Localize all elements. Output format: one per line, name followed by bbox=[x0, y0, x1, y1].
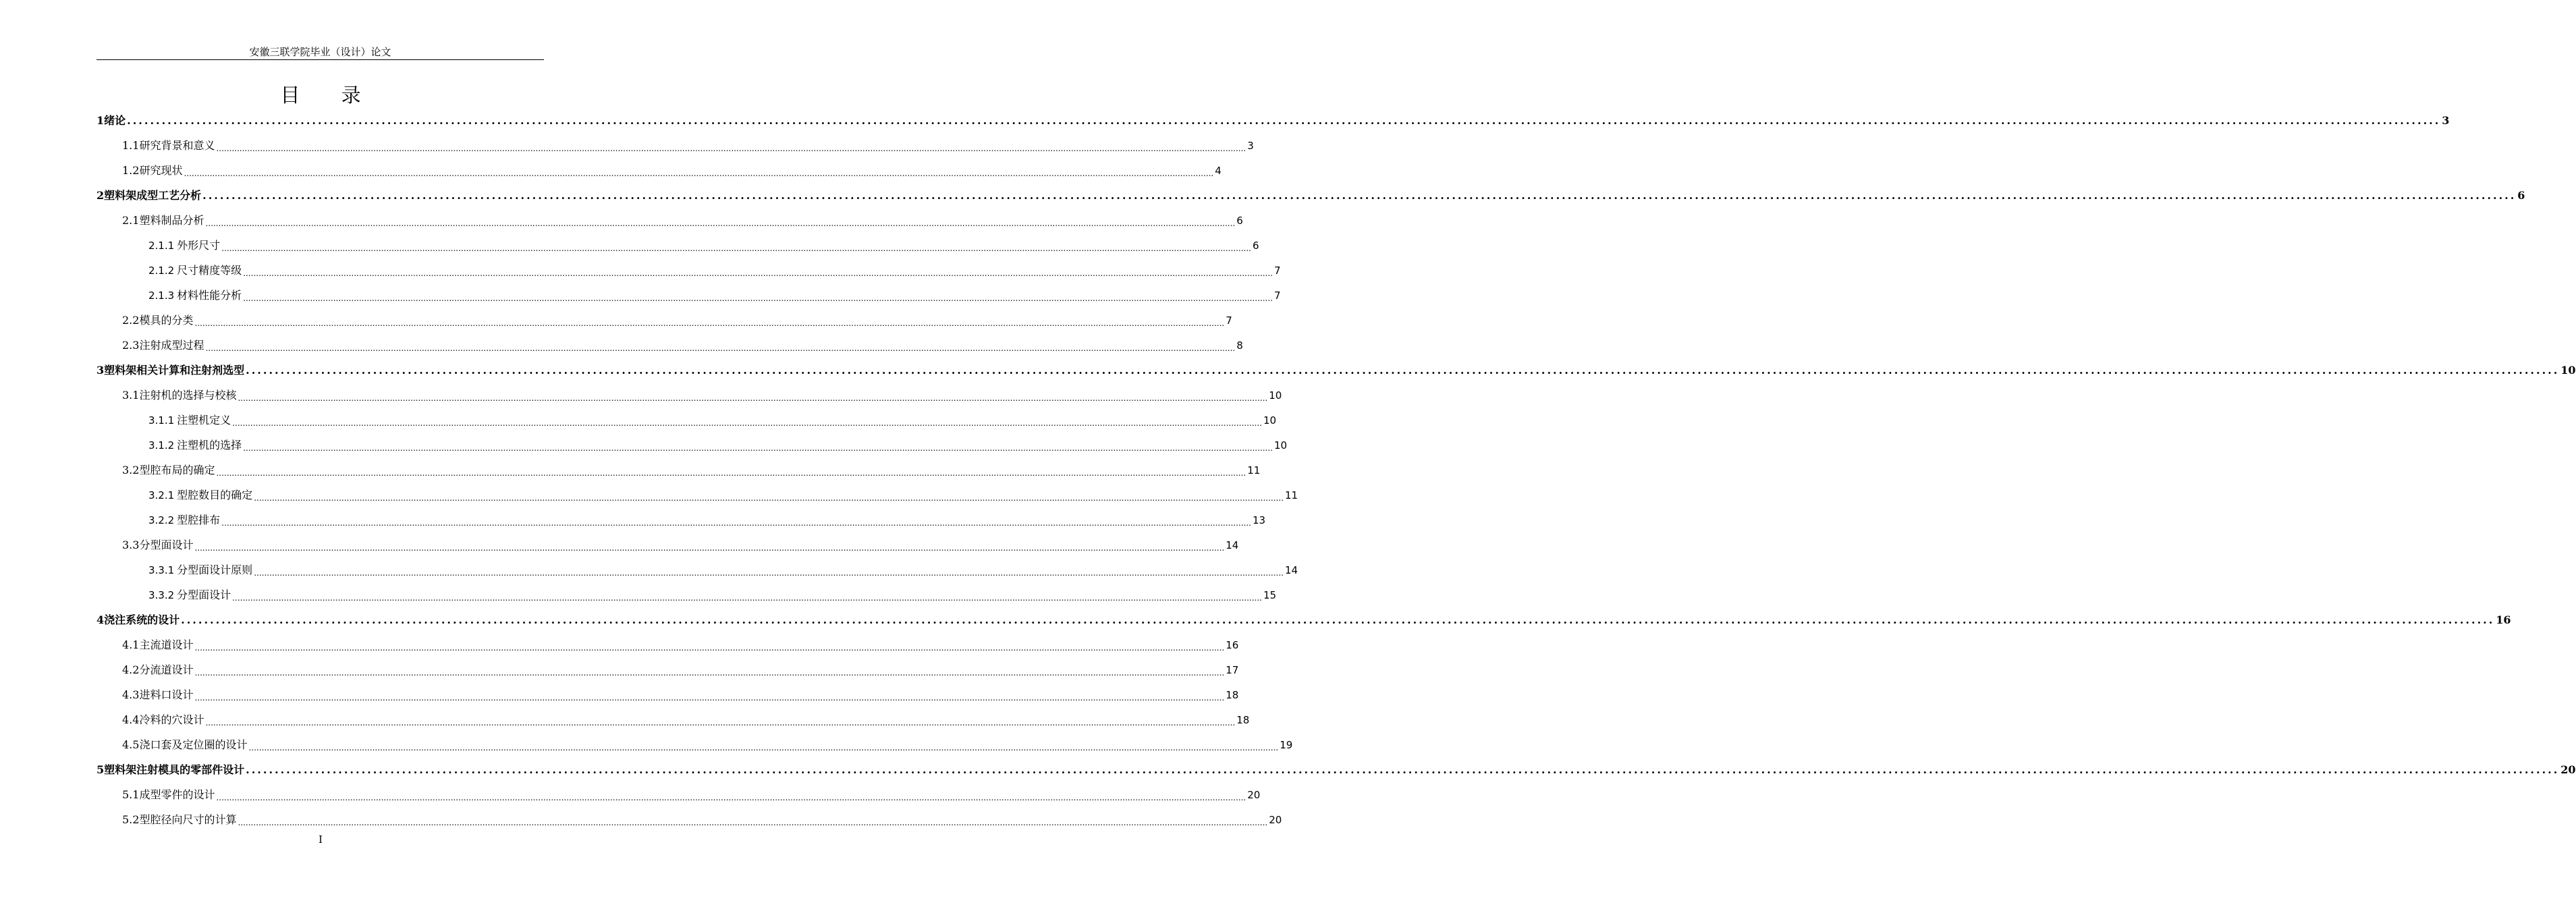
toc-entry-page: 20 bbox=[1269, 813, 1282, 826]
toc-entry-title: 塑料制品分析 bbox=[139, 213, 204, 227]
toc-entry-title: 冷料的穴设计 bbox=[139, 713, 204, 726]
toc-entry[interactable] bbox=[148, 507, 1266, 532]
toc-dot-leader: ................................................................................................................................................................................................................................................................................................................................................................................................................ bbox=[232, 593, 1262, 603]
toc-entry[interactable] bbox=[122, 782, 1261, 807]
toc-entry-page: 18 bbox=[1226, 688, 1239, 701]
toc-entry-number: 3.1.1 bbox=[148, 414, 175, 427]
toc-entry-number: 1 bbox=[97, 113, 105, 127]
toc-entry-title: 材料性能分析 bbox=[177, 288, 242, 302]
toc-entry-page: 16 bbox=[1226, 638, 1239, 651]
toc-dot-leader: ................................................................................................................................................................................................................................................................................................................................................................................................................ bbox=[254, 493, 1284, 503]
toc-entry-title: 注塑机的选择 bbox=[177, 438, 242, 451]
toc-entry-number: 2.1.3 bbox=[148, 289, 175, 302]
toc-entry-title: 研究背景和意义 bbox=[139, 138, 215, 152]
toc-entry[interactable] bbox=[122, 632, 1239, 657]
toc-entry-title: 塑料架相关计算和注射剂选型 bbox=[104, 363, 245, 377]
toc-dot-leader: ................................................................................................................................................................................................................................................................................................................................................................................................................ bbox=[254, 568, 1284, 578]
toc-dot-leader: ................................................................................................................................................................................................................................................................................................................................................................................................................ bbox=[248, 742, 1279, 752]
toc-entry[interactable] bbox=[148, 582, 1277, 607]
toc-entry-title: 浇注系统的设计 bbox=[104, 613, 180, 626]
toc-dot-leader: ................................................................................................................................................................................................................................................................................................................................................................................................................ bbox=[216, 143, 1246, 153]
toc-entry-number: 3.1 bbox=[122, 388, 140, 402]
toc-entry-page: 14 bbox=[1284, 564, 1298, 576]
toc-entry[interactable] bbox=[97, 607, 2511, 632]
toc-entry-number: 4.2 bbox=[122, 663, 140, 676]
toc-entry[interactable] bbox=[122, 707, 1250, 732]
toc-entry-title: 主流道设计 bbox=[139, 638, 194, 651]
toc-entry-title: 分流道设计 bbox=[139, 663, 194, 676]
toc-entry[interactable] bbox=[148, 557, 1298, 582]
toc-entry-title: 进料口设计 bbox=[139, 688, 194, 701]
toc-entry-page: 13 bbox=[1252, 514, 1266, 526]
toc-entry-page: 7 bbox=[1273, 264, 1281, 277]
toc-entry-title: 尺寸精度等级 bbox=[177, 263, 242, 277]
toc-entry-number: 5 bbox=[97, 763, 105, 776]
toc-dot-leader: ................................................................................................................................................................................................................................................................................................................................................................................................................ bbox=[127, 113, 2441, 127]
toc-entry-title: 外形尺寸 bbox=[177, 238, 221, 252]
toc-dot-leader: ................................................................................................................................................................................................................................................................................................................................................................................................................ bbox=[205, 343, 1236, 353]
toc-entry-page: 10 bbox=[1263, 414, 1277, 427]
toc-entry[interactable] bbox=[148, 408, 1277, 433]
toc-dot-leader: ................................................................................................................................................................................................................................................................................................................................................................................................................ bbox=[246, 763, 2560, 776]
toc-entry-page: 7 bbox=[1273, 289, 1281, 302]
toc-entry[interactable] bbox=[122, 133, 1254, 158]
toc-entry-number: 5.2 bbox=[122, 813, 140, 826]
toc-entry-number: 3.1.2 bbox=[148, 439, 175, 451]
toc-entry-title: 浇口套及定位圈的设计 bbox=[139, 738, 248, 751]
toc-dot-leader: ................................................................................................................................................................................................................................................................................................................................................................................................................ bbox=[205, 717, 1236, 727]
toc-entry-number: 2.1.2 bbox=[148, 264, 175, 277]
toc-entry-page: 16 bbox=[2496, 613, 2511, 626]
toc-entry-page: 3 bbox=[1247, 139, 1254, 152]
toc-entry-title: 注射成型过程 bbox=[139, 338, 204, 352]
toc-entry-title: 型腔布局的确定 bbox=[139, 463, 215, 476]
toc-title: 目 录 bbox=[280, 84, 379, 107]
toc-entry-number: 4 bbox=[97, 613, 105, 626]
toc-entry[interactable] bbox=[122, 657, 1239, 682]
toc-entry-page: 10 bbox=[1273, 439, 1288, 451]
toc-dot-leader: ................................................................................................................................................................................................................................................................................................................................................................................................................ bbox=[194, 642, 1225, 653]
toc-entry-number: 3.3.2 bbox=[148, 588, 175, 601]
toc-entry-title: 模具的分类 bbox=[139, 313, 194, 327]
toc-entry-page: 11 bbox=[1247, 464, 1261, 476]
toc-entry[interactable] bbox=[122, 208, 1243, 233]
toc-entry-number: 2.1 bbox=[122, 213, 140, 227]
toc-entry[interactable] bbox=[97, 183, 2525, 208]
toc-entry-number: 2.2 bbox=[122, 313, 140, 327]
toc-entry-title: 绪论 bbox=[104, 113, 126, 127]
toc-entry-page: 6 bbox=[1252, 239, 1259, 252]
toc-entry-title: 分型面设计 bbox=[139, 538, 194, 551]
toc-dot-leader: ................................................................................................................................................................................................................................................................................................................................................................................................................ bbox=[216, 792, 1246, 802]
toc-dot-leader: ................................................................................................................................................................................................................................................................................................................................................................................................................ bbox=[243, 268, 1273, 278]
toc-entry-page: 19 bbox=[1280, 738, 1293, 751]
toc-dot-leader: ................................................................................................................................................................................................................................................................................................................................................................................................................ bbox=[221, 243, 1251, 253]
toc-entry-number: 3 bbox=[97, 363, 105, 377]
toc-entry-number: 3.3 bbox=[122, 538, 140, 551]
toc-dot-leader: ................................................................................................................................................................................................................................................................................................................................................................................................................ bbox=[181, 613, 2495, 626]
toc-entry-number: 3.2 bbox=[122, 463, 140, 476]
toc-entry-number: 5.1 bbox=[122, 788, 140, 801]
toc-entry-number: 2 bbox=[97, 188, 105, 202]
toc-entry-number: 4.5 bbox=[122, 738, 140, 751]
toc-entry-number: 3.2.2 bbox=[148, 514, 175, 526]
toc-entry[interactable] bbox=[122, 458, 1261, 483]
toc-entry-page: 14 bbox=[1226, 539, 1239, 551]
toc-dot-leader: ................................................................................................................................................................................................................................................................................................................................................................................................................ bbox=[205, 218, 1236, 228]
toc-dot-leader: ................................................................................................................................................................................................................................................................................................................................................................................................................ bbox=[243, 293, 1273, 303]
toc-entry-title: 分型面设计 bbox=[177, 588, 231, 601]
toc-entry-page: 7 bbox=[1226, 314, 1232, 327]
toc-dot-leader: ................................................................................................................................................................................................................................................................................................................................................................................................................ bbox=[238, 817, 1268, 827]
toc-entry-number: 2.1.1 bbox=[148, 239, 175, 252]
toc-entry-page: 11 bbox=[1284, 489, 1298, 501]
toc-dot-leader: ................................................................................................................................................................................................................................................................................................................................................................................................................ bbox=[194, 318, 1225, 328]
toc-entry[interactable] bbox=[97, 358, 2576, 383]
toc-entry-title: 研究现状 bbox=[139, 163, 183, 177]
toc-entry-number: 1.2 bbox=[122, 163, 140, 177]
toc-dot-leader: ................................................................................................................................................................................................................................................................................................................................................................................................................ bbox=[243, 443, 1273, 453]
toc-dot-leader: ................................................................................................................................................................................................................................................................................................................................................................................................................ bbox=[184, 168, 1214, 178]
toc-entry-title: 型腔数目的确定 bbox=[177, 488, 253, 501]
toc-entry-title: 注塑机定义 bbox=[177, 413, 231, 427]
toc-entry-title: 成型零件的设计 bbox=[139, 788, 215, 801]
toc-entry[interactable] bbox=[122, 807, 1282, 832]
toc-dot-leader: ................................................................................................................................................................................................................................................................................................................................................................................................................ bbox=[232, 418, 1262, 428]
toc-dot-leader: ................................................................................................................................................................................................................................................................................................................................................................................................................ bbox=[194, 543, 1225, 553]
toc-entry[interactable] bbox=[148, 433, 1288, 458]
toc-entry-page: 6 bbox=[2517, 188, 2525, 202]
toc-entry-title: 塑料架成型工艺分析 bbox=[104, 188, 202, 202]
toc-entry-page: 4 bbox=[1215, 164, 1222, 177]
toc-entry[interactable] bbox=[122, 333, 1243, 358]
toc-entry[interactable] bbox=[148, 283, 1281, 308]
toc-dot-leader: ................................................................................................................................................................................................................................................................................................................................................................................................................ bbox=[216, 468, 1246, 478]
toc-entry-number: 4.3 bbox=[122, 688, 140, 701]
toc-entry[interactable] bbox=[148, 483, 1298, 507]
toc-dot-leader: ................................................................................................................................................................................................................................................................................................................................................................................................................ bbox=[246, 363, 2560, 377]
toc-entry-page: 8 bbox=[1236, 339, 1243, 352]
toc-dot-leader: ................................................................................................................................................................................................................................................................................................................................................................................................................ bbox=[194, 692, 1225, 703]
toc-entry-number: 3.3.1 bbox=[148, 564, 175, 576]
toc-entry[interactable] bbox=[148, 233, 1259, 258]
toc-entry[interactable] bbox=[122, 308, 1232, 333]
toc-entry-number: 1.1 bbox=[122, 138, 140, 152]
toc-entry-number: 2.3 bbox=[122, 338, 140, 352]
toc-entry-number: 4.4 bbox=[122, 713, 140, 726]
toc-entry-title: 型腔排布 bbox=[177, 513, 221, 526]
toc-entry[interactable] bbox=[122, 532, 1239, 557]
toc-entry-page: 20 bbox=[1247, 788, 1261, 801]
toc-entry-page: 3 bbox=[2442, 113, 2450, 127]
toc-entry[interactable] bbox=[148, 258, 1281, 283]
page-header: 安徽三联学院毕业（设计）论文 bbox=[97, 45, 544, 60]
toc-entry-page: 17 bbox=[1226, 663, 1239, 676]
toc-entry-number: 3.2.1 bbox=[148, 489, 175, 501]
toc-entry-title: 型腔径向尺寸的计算 bbox=[139, 813, 237, 826]
toc-entry-page: 10 bbox=[1269, 389, 1282, 402]
toc-dot-leader: ................................................................................................................................................................................................................................................................................................................................................................................................................ bbox=[238, 393, 1268, 403]
toc-entry[interactable] bbox=[122, 732, 1293, 757]
toc-entry-title: 分型面设计原则 bbox=[177, 563, 253, 576]
toc-entry-page: 18 bbox=[1236, 713, 1250, 726]
page-number: I bbox=[319, 833, 323, 846]
toc-entry-page: 15 bbox=[1263, 588, 1277, 601]
toc-dot-leader: ................................................................................................................................................................................................................................................................................................................................................................................................................ bbox=[202, 188, 2517, 202]
toc-entry-page: 20 bbox=[2560, 763, 2576, 776]
toc-entry-title: 注射机的选择与校核 bbox=[139, 388, 237, 402]
toc-dot-leader: ................................................................................................................................................................................................................................................................................................................................................................................................................ bbox=[194, 667, 1225, 678]
toc-entry[interactable] bbox=[122, 682, 1239, 707]
toc-entry[interactable] bbox=[97, 757, 2576, 782]
toc-entry-number: 4.1 bbox=[122, 638, 140, 651]
toc-entry-title: 塑料架注射模具的零部件设计 bbox=[104, 763, 245, 776]
toc-entry[interactable] bbox=[122, 383, 1282, 408]
toc-entry-page: 10 bbox=[2560, 363, 2576, 377]
toc-entry-page: 6 bbox=[1236, 214, 1243, 227]
toc-entry[interactable] bbox=[122, 158, 1222, 183]
toc-dot-leader: ................................................................................................................................................................................................................................................................................................................................................................................................................ bbox=[221, 518, 1251, 528]
toc-entry[interactable] bbox=[97, 108, 2450, 133]
